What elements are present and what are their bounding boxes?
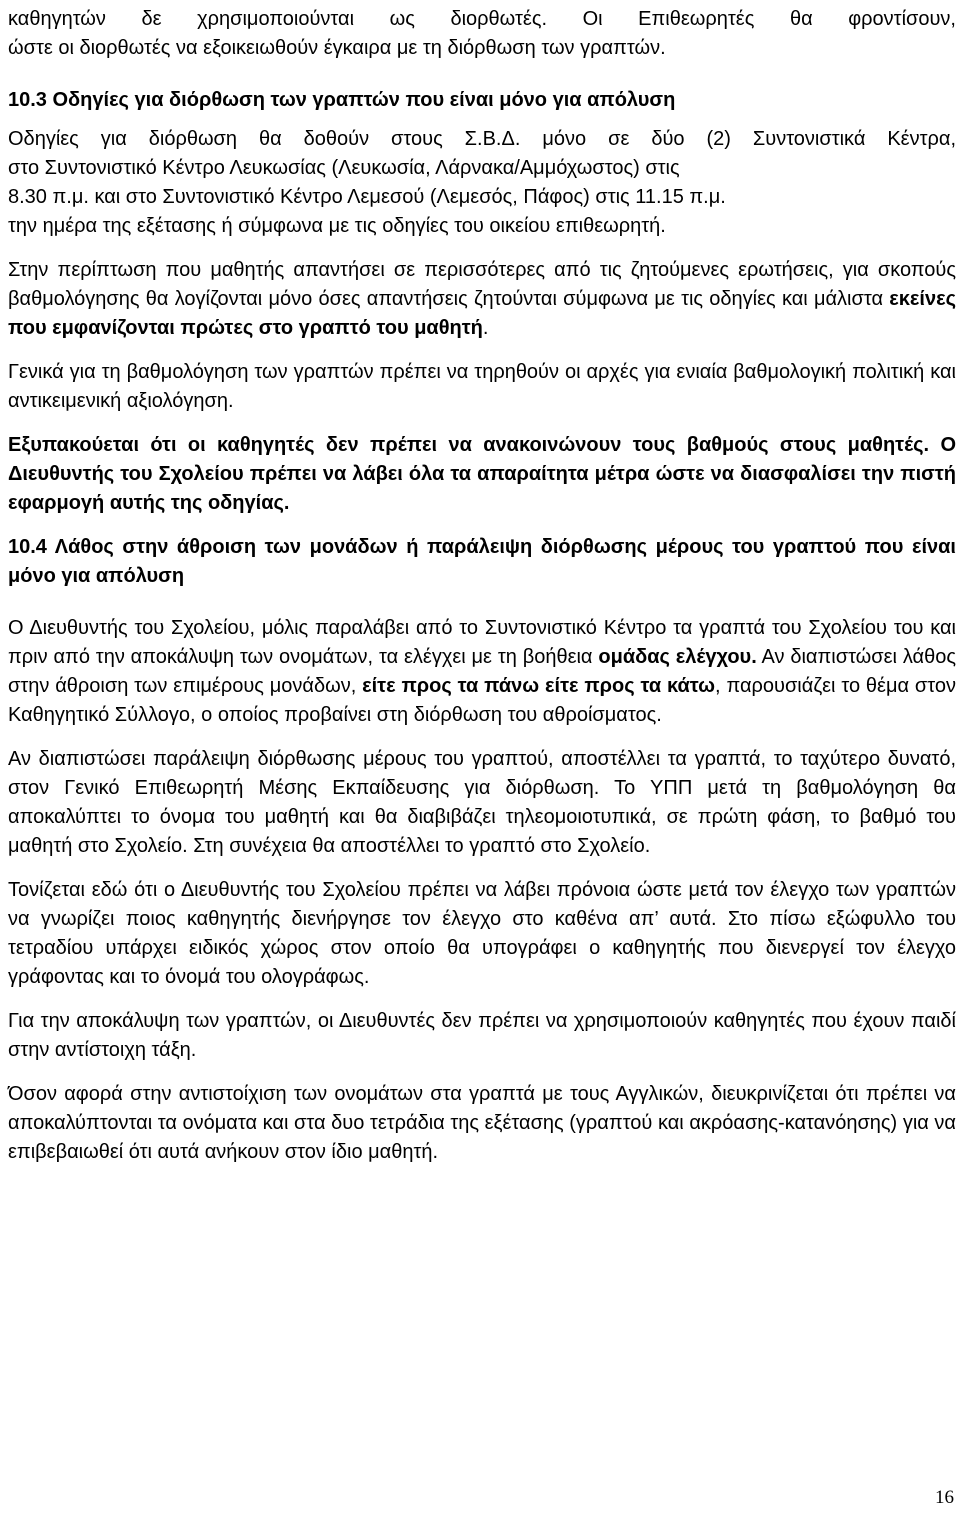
intro-line-2: ώστε οι διορθωτές να εξοικειωθούν έγκαιρα με τη διόρθωση των γραπτών. bbox=[8, 37, 666, 59]
paragraph-text: Ο Διευθυντής του Σχολείου, μόλις παραλάβει από το Συντονιστικό Κέντρο τα γραπτά του Σχολείου του και πριν από την αποκάλυψη των ονομάτων, τα ελέγχει με τη βοήθεια bbox=[8, 617, 956, 668]
spacer bbox=[8, 591, 956, 614]
section-10-3-paragraph-1 bbox=[8, 125, 956, 241]
paragraph-line: την ημέρα της εξέτασης ή σύμφωνα με τις οδηγίες του οικείου επιθεωρητή. bbox=[8, 215, 666, 237]
section-10-3-paragraph-2 bbox=[8, 256, 956, 343]
page-content bbox=[8, 0, 956, 1167]
intro-line-1: καθηγητών δε χρησιμοποιούνται ως διορθωτές. Οι Επιθεωρητές θα φροντίσουν, bbox=[8, 8, 956, 30]
emphasis-text: είτε προς τα πάνω είτε προς τα κάτω bbox=[362, 675, 716, 697]
section-10-4-paragraph-1 bbox=[8, 614, 956, 730]
spacer bbox=[8, 992, 956, 1007]
spacer bbox=[8, 730, 956, 745]
section-10-3-paragraph-3: Γενικά για τη βαθμολόγηση των γραπτών πρέπει να τηρηθούν οι αρχές για ενιαία βαθμολογική πολιτική και αντικειμενική αξιολόγηση. bbox=[8, 361, 956, 412]
section-10-4-heading: 10.4 Λάθος στην άθροιση των μονάδων ή παράλειψη διόρθωσης μέρους του γραπτού που είναι μόνο για απόλυση bbox=[8, 536, 956, 587]
emphasis-text: ομάδας ελέγχου. bbox=[598, 646, 757, 668]
spacer bbox=[8, 63, 956, 86]
spacer bbox=[8, 861, 956, 876]
spacer bbox=[8, 416, 956, 431]
section-10-3-paragraph-4 bbox=[8, 431, 956, 518]
spacer bbox=[8, 115, 956, 125]
paragraph-line: Οδηγίες για διόρθωση θα δοθούν στους Σ.Β.Δ. μόνο σε δύο (2) Συντονιστικά Κέντρα, bbox=[8, 128, 956, 150]
paragraph-text: . bbox=[482, 317, 489, 339]
emphasis-text: Εξυπακούεται ότι οι καθηγητές δεν πρέπει να ανακοινώνουν τους βαθμούς στους μαθητές. Ο Διευθυντής του Σχολείου πρέπει να λάβει όλα τα απαραίτητα μέτρα ώστε να διασφαλίσει την πιστή εφαρμογή αυτής της οδηγίας. bbox=[8, 434, 956, 514]
paragraph-text: Στην περίπτωση που μαθητής απαντήσει σε περισσότερες από τις ζητούμενες ερωτήσεις, για σκοπούς βαθμολόγησης θα λογίζονται μόνο όσες απαντήσεις ζητούνται σύμφωνα με τις οδηγίες και μάλιστα bbox=[8, 259, 956, 310]
spacer bbox=[8, 1065, 956, 1080]
spacer bbox=[8, 343, 956, 358]
spacer bbox=[8, 241, 956, 256]
section-10-4-paragraph-2: Αν διαπιστώσει παράλειψη διόρθωσης μέρους του γραπτού, αποστέλλει τα γραπτά, το ταχύτερο δυνατό, στον Γενικό Επιθεωρητή Μέσης Εκπαίδευσης για διόρθωση. Το ΥΠΠ μετά τη βαθμολόγηση θα αποκαλύπτει το όνομα του μαθητή και θα διαβιβάζει τηλεομοιοτυπικά, σε πρώτη φάση, το βαθμό του μαθητή στο Σχολείο. Στη συνέχεια θα αποστέλλει το γραπτό στο Σχολείο. bbox=[8, 748, 956, 857]
spacer bbox=[8, 518, 956, 533]
section-10-4-paragraph-5: Όσον αφορά στην αντιστοίχιση των ονομάτων στα γραπτά με τους Αγγλικών, διευκρινίζεται ότι πρέπει να αποκαλύπτονται τα ονόματα και στα δυο τετράδια της εξέτασης (γραπτού και ακρόασης-κατανόησης) για να επιβεβαιωθεί ότι αυτά ανήκουν στον ίδιο μαθητή. bbox=[8, 1083, 956, 1163]
paragraph-text: Αν διαπιστώσει λάθος στην άθροιση των επιμέρους μονάδων, bbox=[8, 646, 957, 697]
paragraph-line: στο Συντονιστικό Κέντρο Λευκωσίας (Λευκωσία, Λάρνακα/Αμμόχωστος) στις bbox=[8, 157, 680, 179]
page-number: 16 bbox=[935, 1487, 954, 1508]
section-10-4-paragraph-3: Τονίζεται εδώ ότι ο Διευθυντής του Σχολείου πρέπει να λάβει πρόνοια ώστε μετά τον έλεγχο των γραπτών να γνωρίζει ποιος καθηγητής διενήργησε τον έλεγχο στο καθένα απ’ αυτά. Στο πίσω εξώφυλλο του τετραδίου υπάρχει ειδικός χώρος στον οποίο θα υπογράφει ο καθηγητής που διενεργεί τον έλεγχο γράφοντας και το όνομά του ολογράφως. bbox=[8, 879, 956, 988]
section-10-3-heading: 10.3 Οδηγίες για διόρθωση των γραπτών που είναι μόνο για απόλυση bbox=[8, 89, 676, 111]
emphasis-text: εκείνες που εμφανίζονται πρώτες στο γραπτό του μαθητή bbox=[8, 288, 956, 339]
paragraph-line: 8.30 π.μ. και στο Συντονιστικό Κέντρο Λεμεσού (Λεμεσός, Πάφος) στις 11.15 π.μ. bbox=[8, 186, 726, 208]
paragraph-text: , παρουσιάζει το θέμα στον Καθηγητικό Σύλλογο, ο οποίος προβαίνει στη διόρθωση του αθροίσματος. bbox=[8, 675, 956, 726]
section-10-4-paragraph-4: Για την αποκάλυψη των γραπτών, οι Διευθυντές δεν πρέπει να χρησιμοποιούν καθηγητές που έχουν παιδί στην αντίστοιχη τάξη. bbox=[8, 1010, 956, 1061]
